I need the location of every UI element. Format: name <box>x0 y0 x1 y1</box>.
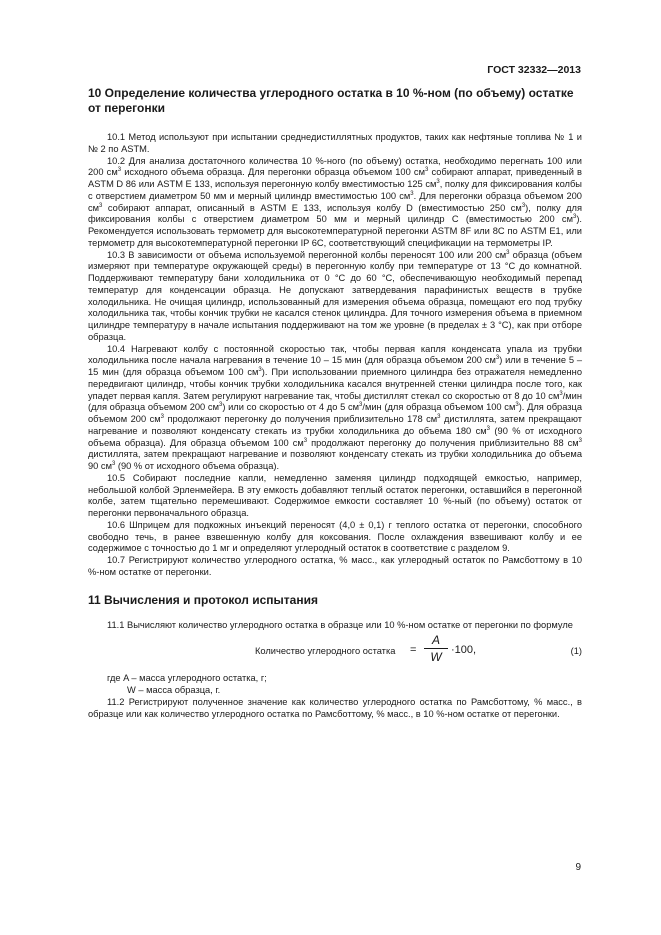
formula-denominator: W <box>430 650 442 665</box>
paragraph-10-4: 10.4 Нагревают колбу с постоянной скоростью так, чтобы первая капля конденсата упала из трубки холодильника после начала нагревания в течение 10 – 15 мин (для образца объемом 200 $см^3$) или в течение 5 – 15 мин (для образца объемом 100 $см^3$). При использовании приемного цилиндра без отражателя немедленно передвигают цилиндр, чтобы кончик трубки холодильника касался внутренней стенки цилиндра после того, как упадет первая капля. Затем регулируют нагревание так, чтобы дистиллят стекал со скоростью от 8 до 10 $см^3$/мин (для образца объемом 200 $см^3$) или со скоростью от 4 до 5 $см^3$/мин (для образца объемом 100 $см^3$). Для образца объемом 200 $см^3$ продолжают перегонку до получения приблизительно 178 $см^3$ дистиллята, затем прекращают нагревание и позволяют конденсату стекать из трубки холодильника до объема 180 $см^3$ (90 % от исходного объема образца). Для образца объемом 100 $см^3$ продолжают перегонку до получения приблизительно 88 $см^3$ дистиллята, затем прекращают нагревание и позволяют конденсату стекать из трубки холодильника до объема 90 $см^3$ (90 % от исходного объема образца). <box>88 343 583 471</box>
formula-lhs: Количество углеродного остатка <box>255 646 396 657</box>
section-10-title: 10 Определение количества углеродного остатка в 10 %-ном (по объему) остатке от перегонки <box>88 86 574 115</box>
paragraph-10-2: 10.2 Для анализа достаточного количества 10 %-ного (по объему) остатка, необходимо перегнать 100 или 200 $см^3$ исходного объема образца. Для перегонки образца объемом 100 $см^3$ собирают аппарат, приведенный в ASTM D 86 или ASTM E 133, используя перегонную колбу вместимостью 125 $см^3$, полку для фиксирования колбы с отверстием диаметром 50 мм и мерный цилиндр вместимостью 100 $см^3$. Для перегонки образца объемом 200 $см^3$ собирают аппарат, описанный в ASTM E 133, используя колбу D (вместимостью 250 $см^3$), полку для фиксирования колбы с отверстием диаметром 50 мм и мерный цилиндр C (вместимостью 200 $см^3$). Рекомендуется использовать термометр для высокотемпературной перегонки ASTM 8F или 8C по ASTM E1, или термометр для высокотемпературной перегонки IP 6C, соответствующий спецификации на термометры IP. <box>88 155 582 248</box>
definition-a: где A – масса углеродного остатка, г; <box>107 673 267 684</box>
definition-w: W – масса образца, г. <box>127 685 221 695</box>
paragraph-10-5: 10.5 Собирают последние капли, немедленно заменяя цилиндр подходящей емкостью, например, небольшой колбой Эрленмейера. В эту емкость добавляют теплый остаток перегонки, оставшийся в перегонной колбе, затем тщательно перемешивают. Содержимое емкости составляет 10 %-ный (по объему) остаток от перегонки первоначального образца. <box>88 472 582 518</box>
paragraph-10-1: 10.1 Метод используют при испытании среднедистиллятных продуктов, таких как нефтяные топлива № 1 и № 2 по ASTM. <box>88 132 582 154</box>
formula-rhs: ·100, <box>451 644 477 657</box>
page-content <box>88 86 582 720</box>
standard-code: ГОСТ 32332—2013 <box>487 64 581 76</box>
formula-equals: = <box>410 644 417 657</box>
formula-numerator: A <box>431 633 440 648</box>
page-number: 9 <box>575 862 581 873</box>
paragraph-10-6: 10.6 Шприцем для подкожных инъекций переносят (4,0 ± 0,1) г теплого остатка от перегонки, способного свободно течь, в ранее взвешенную колбу для коксования. После охлаждения взвешивают колбу и ее содержимое с точностью до 1 мг и определяют углеродный остаток в соответствие с разделом 9. <box>88 519 582 554</box>
paragraph-10-7: 10.7 Регистрируют количество углеродного остатка, % масс., как углеродный остаток по Рамсботтому в 10 %-ном остатке от перегонки. <box>88 555 582 577</box>
paragraph-11-2: 11.2 Регистрируют полученное значение как количество углеродного остатка по Рамсботтому, % масс., в образце или как количество углеродного остатка по Рамсботтому, % масс., в 10 %-ном остатке от перегонки. <box>88 696 582 719</box>
fraction-bar <box>424 648 448 649</box>
paragraph-11-1: 11.1 Вычисляют количество углеродного остатка в образце или 10 %-ном остатке от перегонки по формуле <box>107 619 573 630</box>
section-11-title: 11 Вычисления и протокол испытания <box>88 592 318 607</box>
formula-fraction <box>422 633 450 664</box>
formula-1 <box>88 635 582 669</box>
paragraph-10-3: 10.3 В зависимости от объема используемой перегонной колбы переносят 100 или 200 $см^3$ образца (объем измеряют при температуре окружающей среды) в перегонную колбу при температуре от 13 °C до комнатной. Поддерживают температуру бани холодильника от 0 °C до 60 °C, обеспечивающую необходимый перепад температур для конденсации образца. Не допускают затвердевания парафинистых веществ в трубке холодильника. Не очищая цилиндр, использованный для измерения объема образца, помещают его под трубку холодильника так, чтобы кончик трубки не касался стенок цилиндра. Для точного измерения объема в приемном цилиндре температуру в начале испытания поддерживают на том же уровне (в пределах ± 3 °C), как при отборе образца. <box>88 249 582 342</box>
formula-number: (1) <box>570 646 582 657</box>
